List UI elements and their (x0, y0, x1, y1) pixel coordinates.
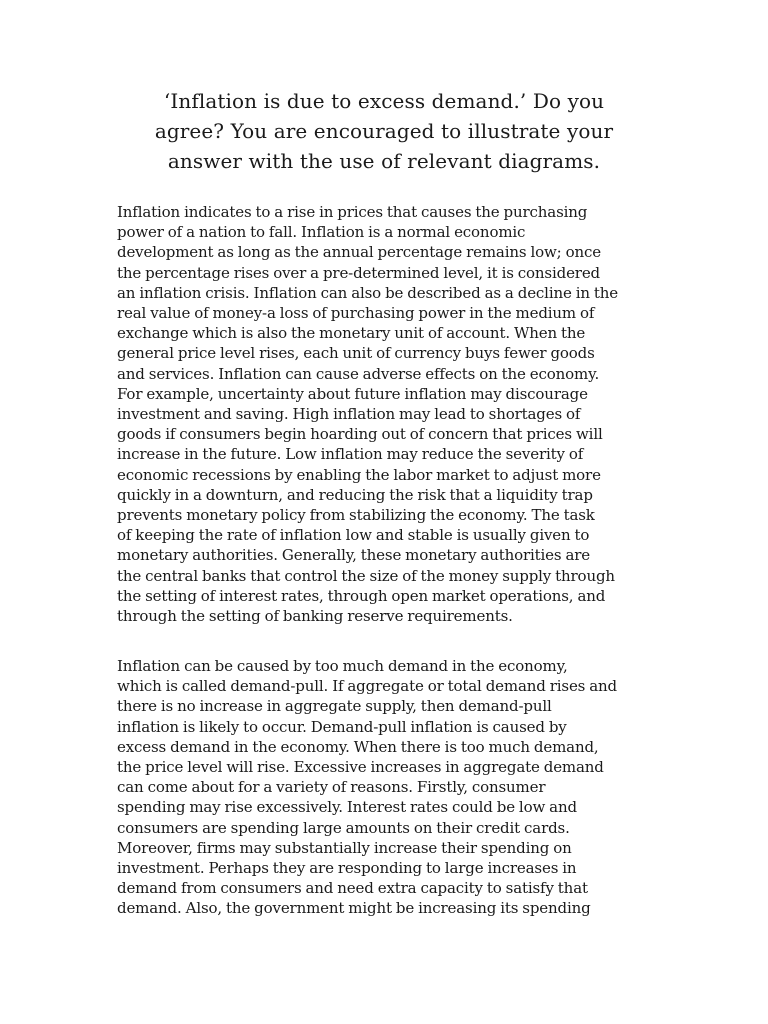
text-line: and services. Inflation can cause adverse effects on the economy. (117, 364, 600, 383)
text-line: the percentage rises over a pre-determined level, it is considered (117, 263, 601, 282)
text-line: demand. Also, the government might be increasing its spending (117, 899, 591, 918)
text-line: general price level rises, each unit of currency buys fewer goods (117, 344, 595, 363)
text-line: increase in the future. Low inflation may reduce the severity of (117, 445, 584, 464)
text-line: investment and saving. High inflation may lead to shortages of (117, 405, 581, 424)
body-paragraph-2 (117, 656, 657, 919)
title-line: answer with the use of relevant diagrams. (167, 149, 601, 173)
text-line: Inflation can be caused by too much demand in the economy, (117, 657, 568, 675)
text-line: For example, uncertainty about future inflation may discourage (117, 384, 588, 403)
text-line: inflation is likely to occur. Demand-pull inflation is caused by (117, 717, 567, 736)
text-line: consumers are spending large amounts on their credit cards. (117, 818, 570, 837)
text-line: goods if consumers begin hoarding out of concern that prices will (117, 425, 603, 444)
text-line: real value of money-a loss of purchasing power in the medium of (117, 304, 595, 323)
title-line: ‘Inflation is due to excess demand.’ Do you (163, 89, 605, 113)
text-line: Inflation indicates to a rise in prices that causes the purchasing (117, 203, 588, 221)
text-line: exchange which is also the monetary unit of account. When the (117, 324, 586, 343)
text-line: excess demand in the economy. When there is too much demand, (117, 737, 599, 756)
text-line: the setting of interest rates, through open market operations, and (117, 586, 606, 605)
text-line: can come about for a variety of reasons. Firstly, consumer (117, 778, 546, 797)
text-line: economic recessions by enabling the labor market to adjust more (117, 465, 601, 484)
body-paragraph-1 (117, 202, 657, 626)
text-line: the central banks that control the size of the money supply through (117, 566, 615, 585)
text-line: demand from consumers and need extra capacity to satisfy that (117, 879, 588, 898)
text-line: development as long as the annual percentage remains low; once (117, 243, 601, 262)
text-line: there is no increase in aggregate supply, then demand-pull (117, 697, 552, 716)
text-line: quickly in a downturn, and reducing the risk that a liquidity trap (117, 485, 593, 504)
text-line: investment. Perhaps they are responding to large increases in (117, 859, 577, 878)
text-line: Moreover, firms may substantially increase their spending on (117, 838, 572, 857)
essay-question-title (110, 86, 658, 176)
text-line: of keeping the rate of inflation low and stable is usually given to (117, 526, 590, 545)
text-line: through the setting of banking reserve requirements. (117, 607, 513, 626)
text-line: prevents monetary policy from stabilizing the economy. The task (117, 506, 595, 525)
text-line: which is called demand-pull. If aggregate or total demand rises and (117, 677, 618, 696)
text-line: spending may rise excessively. Interest rates could be low and (117, 798, 577, 817)
text-line: monetary authorities. Generally, these monetary authorities are (117, 546, 591, 565)
text-line: an inflation crisis. Inflation can also be described as a decline in the (117, 283, 619, 302)
text-line: the price level will rise. Excessive increases in aggregate demand (117, 758, 604, 777)
title-line: agree? You are encouraged to illustrate your (154, 119, 614, 143)
text-line: power of a nation to fall. Inflation is a normal economic (117, 223, 526, 242)
